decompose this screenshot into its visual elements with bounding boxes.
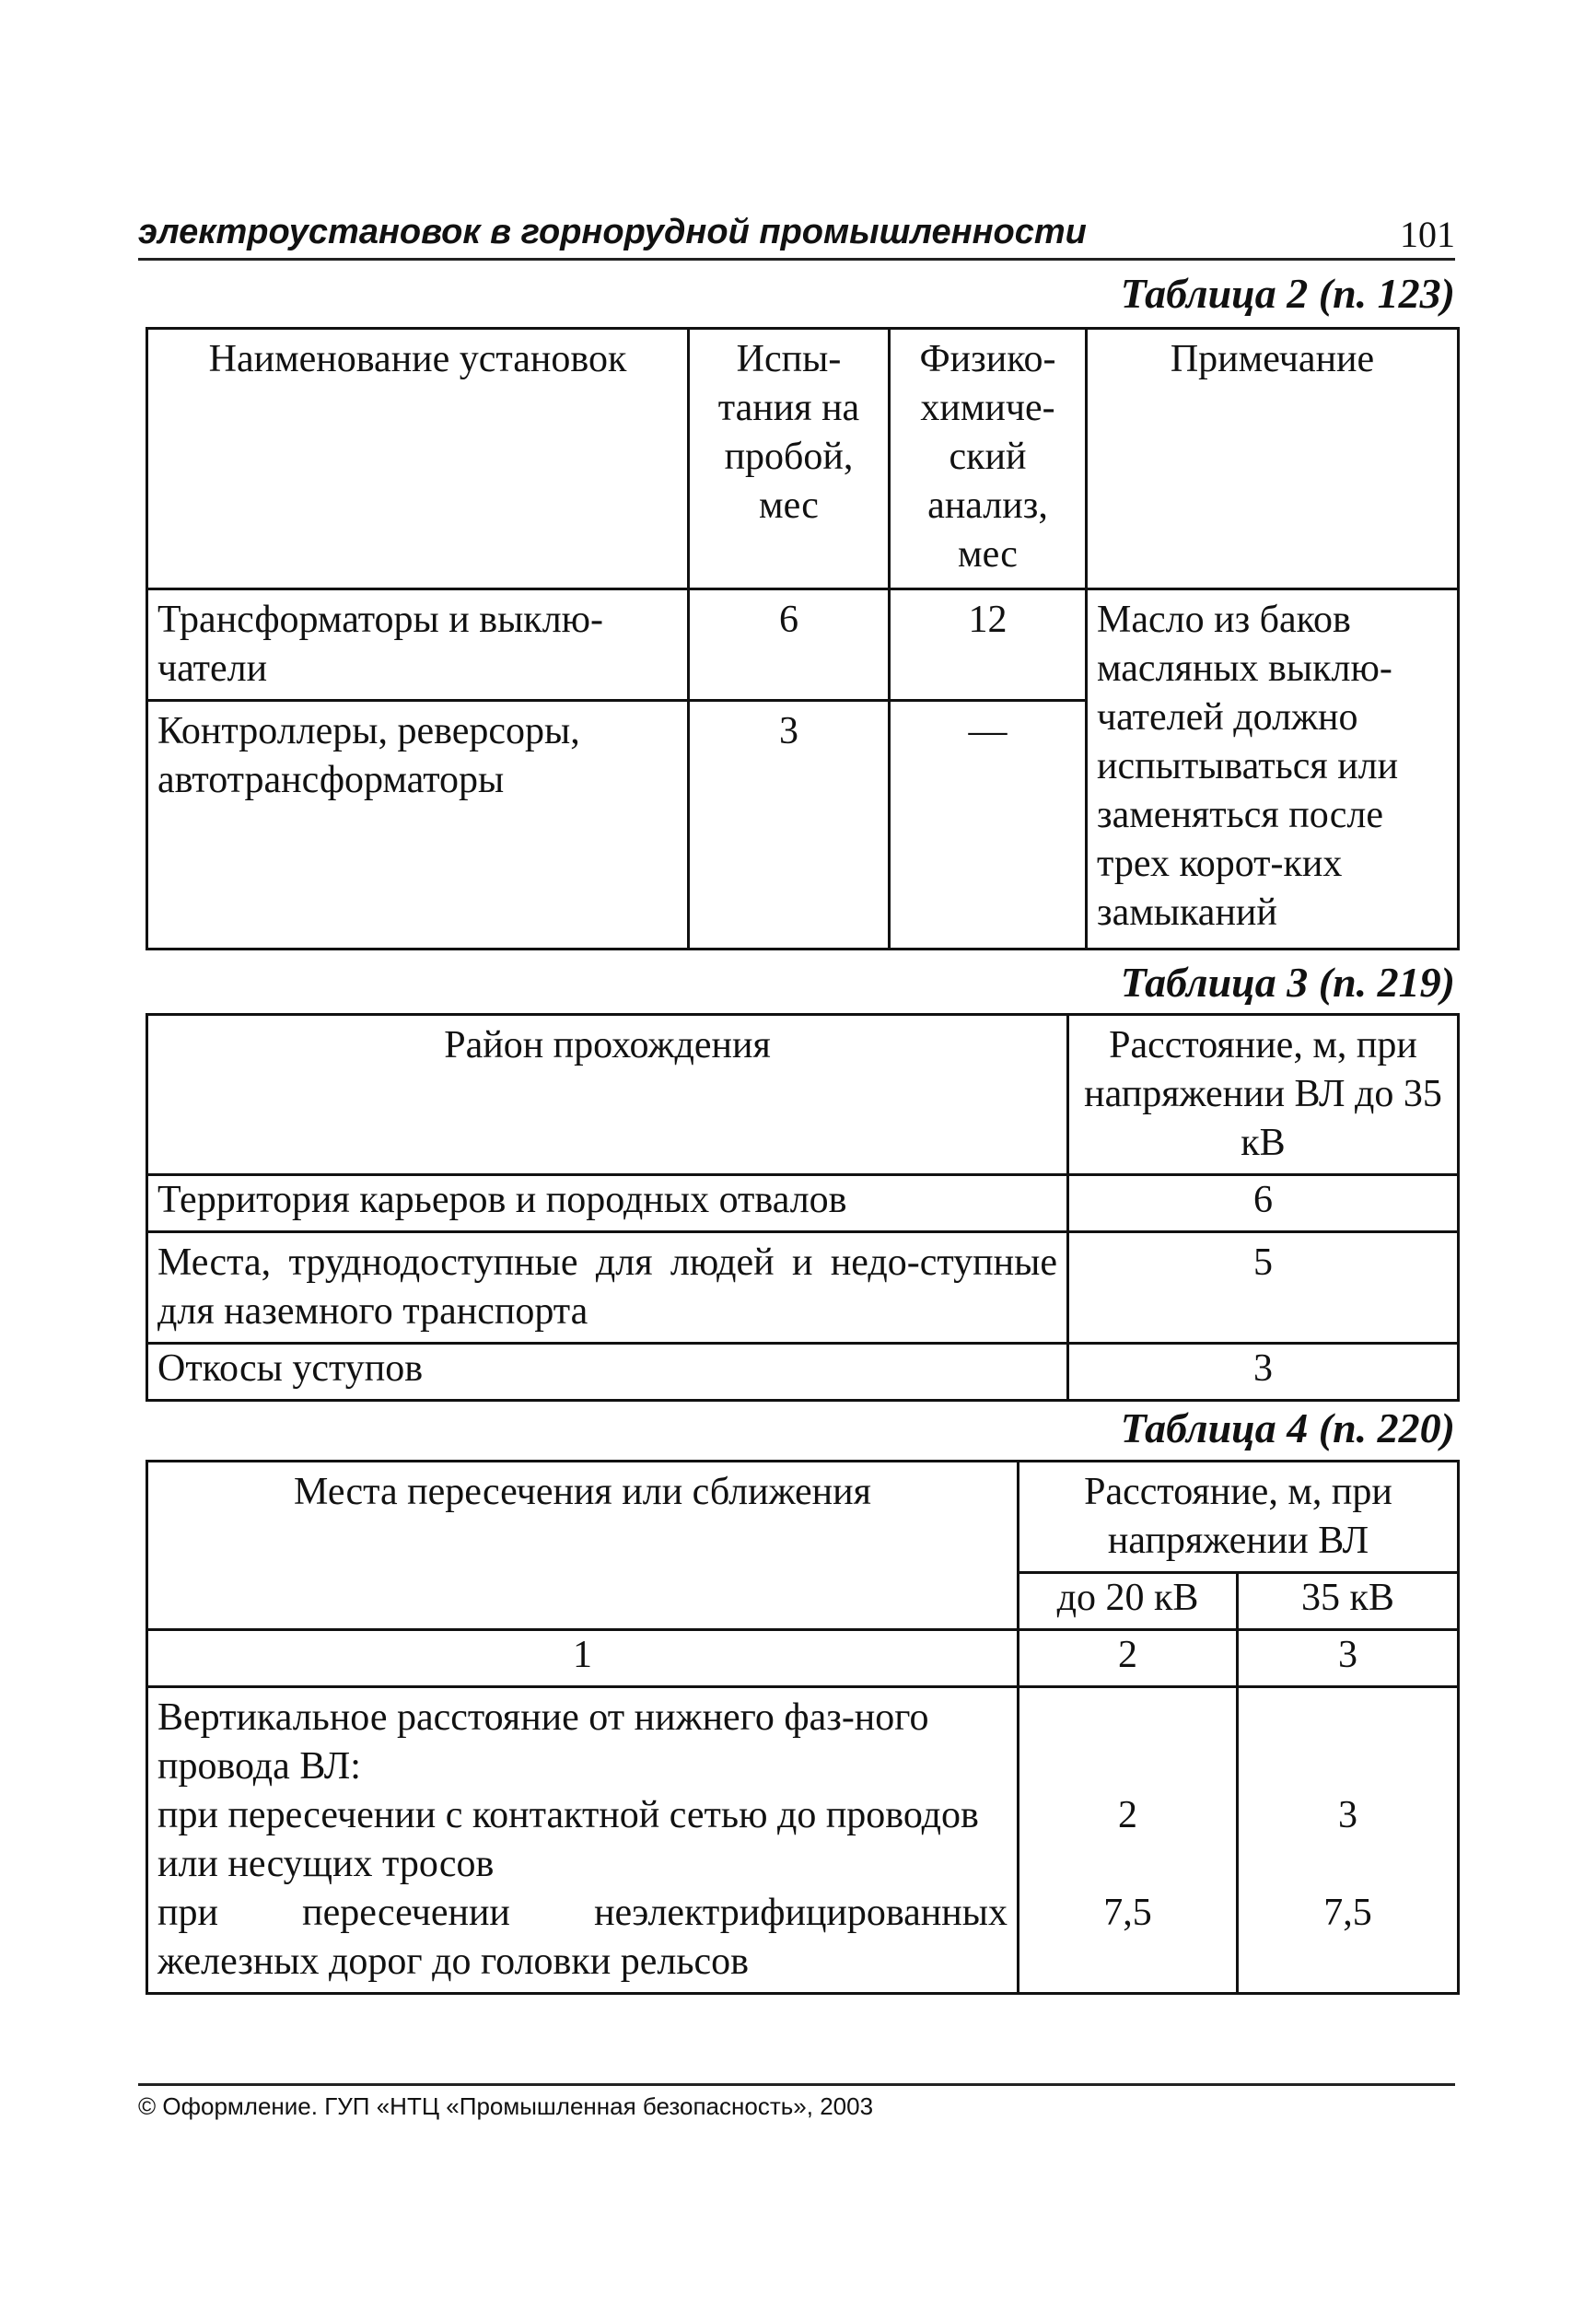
table4-subheader-20kv: до 20 кВ xyxy=(1019,1573,1238,1630)
table2-row1-test: 6 xyxy=(689,589,890,701)
table4-header-distance: Расстояние, м, при напряжении ВЛ xyxy=(1019,1462,1459,1573)
table4-subheader-35kv: 35 кВ xyxy=(1238,1573,1459,1630)
table4-col-35kv xyxy=(1238,1687,1459,1994)
table4-row1-text: при пересечении с контактной сетью до проводов или несущих тросов xyxy=(157,1794,979,1885)
table4-row2-v35: 7,5 xyxy=(1323,1892,1372,1934)
table2-row2-test: 3 xyxy=(689,701,890,950)
table2-header-name: Наименование установок xyxy=(147,329,689,589)
table3-caption: Таблица 3 (п. 219) xyxy=(1120,959,1455,1006)
table4-colnum-2: 2 xyxy=(1019,1630,1238,1687)
table4-colnum-1: 1 xyxy=(147,1630,1019,1687)
table2-header-analysis: Физико-химиче-ский анализ, мес xyxy=(890,329,1087,589)
table3-header-area: Район прохождения xyxy=(147,1015,1068,1175)
table3-row3-area: Откосы уступов xyxy=(147,1344,1068,1401)
table4-header-place: Места пересечения или сближения xyxy=(147,1462,1019,1630)
table4-colnum-3: 3 xyxy=(1238,1630,1459,1687)
table2 xyxy=(146,327,1460,950)
page-number: 101 xyxy=(1400,214,1455,255)
table4-row2-v20: 7,5 xyxy=(1103,1892,1152,1934)
table4-caption: Таблица 4 (п. 220) xyxy=(1120,1404,1455,1451)
running-title: электроустановок в горнорудной промышленности xyxy=(138,213,1087,251)
table-row xyxy=(147,589,1459,701)
table2-header-note: Примечание xyxy=(1087,329,1459,589)
table3-header-distance: Расстояние, м, при напряжении ВЛ до 35 кВ xyxy=(1068,1015,1459,1175)
footer-copyright: © Оформление. ГУП «НТЦ «Промышленная безопасность», 2003 xyxy=(138,2092,874,2120)
table4-col-20kv xyxy=(1019,1687,1238,1994)
table2-row2-name: Контроллеры, реверсоры, автотрансформаторы xyxy=(147,701,689,950)
table4-row2-text: при пересечении неэлектрифицированных железных дорог до головки рельсов xyxy=(157,1892,1008,1983)
table2-header-test: Испы-тания на пробой, мес xyxy=(689,329,890,589)
table-row xyxy=(147,1344,1459,1401)
table2-note: Масло из баков масляных выклю-чателей должно испытываться или заменяться после трех корот-ких замыканий xyxy=(1087,589,1459,950)
table4-row1-v35: 3 xyxy=(1338,1794,1357,1836)
table-row xyxy=(147,1175,1459,1232)
table3-row2-area: Места, труднодоступные для людей и недо-ступные для наземного транспорта xyxy=(147,1232,1068,1344)
table3-row1-area: Территория карьеров и породных отвалов xyxy=(147,1175,1068,1232)
table4 xyxy=(146,1460,1460,1995)
table2-row1-analysis: 12 xyxy=(890,589,1087,701)
table3-row3-distance: 3 xyxy=(1068,1344,1459,1401)
running-header xyxy=(138,193,1455,261)
table3 xyxy=(146,1013,1460,1402)
table2-row1-name: Трансформаторы и выклю-чатели xyxy=(147,589,689,701)
table2-row2-analysis: — xyxy=(890,701,1087,950)
table3-row2-distance: 5 xyxy=(1068,1232,1459,1344)
table-row xyxy=(147,1232,1459,1344)
table4-body-text xyxy=(147,1687,1019,1994)
table2-caption: Таблица 2 (п. 123) xyxy=(1120,270,1455,317)
table3-row1-distance: 6 xyxy=(1068,1175,1459,1232)
table4-intro: Вертикальное расстояние от нижнего фаз-ного провода ВЛ: xyxy=(157,1696,929,1788)
table-row xyxy=(147,1687,1459,1994)
footer-rule xyxy=(138,2083,1455,2086)
table4-row1-v20: 2 xyxy=(1118,1794,1137,1836)
